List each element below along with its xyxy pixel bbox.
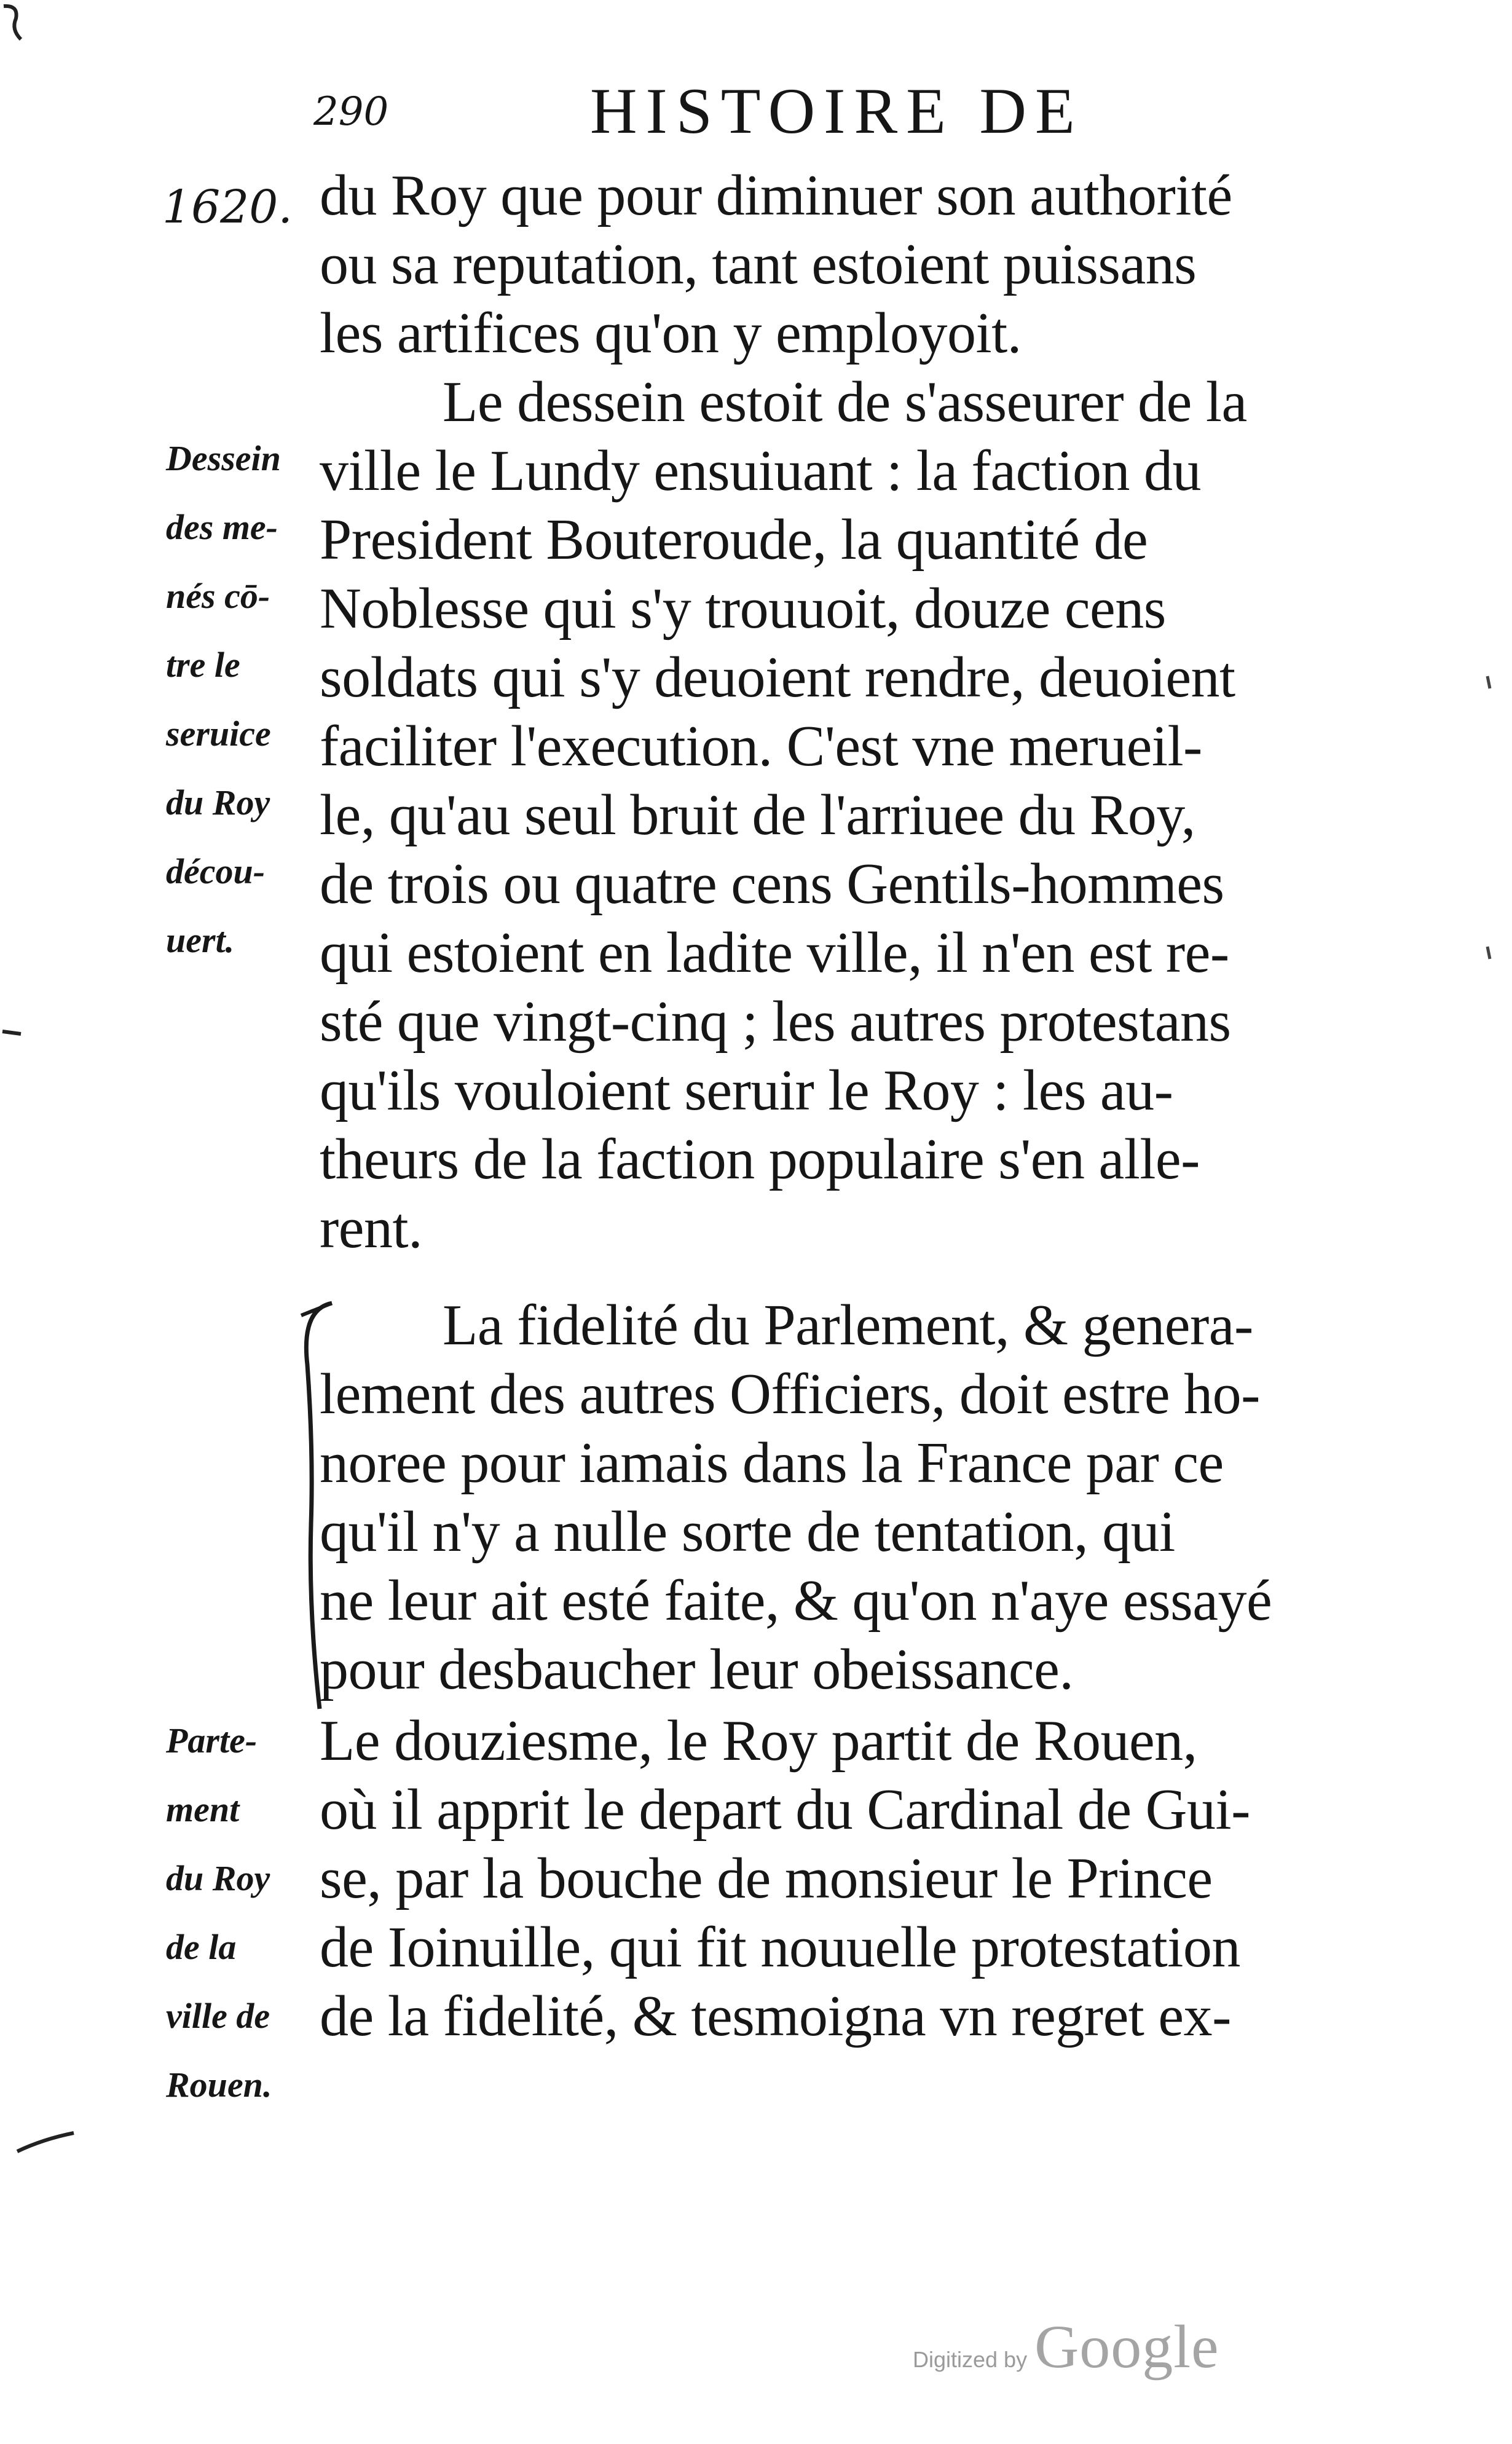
text-line: le, qu'au seul bruit de l'arriuee du Roy, xyxy=(320,783,1195,847)
left-edge-tick xyxy=(0,1020,25,1045)
margin-note-line: décou- xyxy=(166,851,266,891)
text-line: qui estoient en ladite ville, il n'en est re- xyxy=(320,921,1229,985)
text-line: lement des autres Officiers, doit estre ho- xyxy=(320,1362,1260,1426)
text-line: de trois ou quatre cens Gentils-hommes xyxy=(320,852,1224,916)
text-line: ville le Lundy ensuiuant : la faction du xyxy=(320,439,1202,503)
margin-note-line: nés cō- xyxy=(166,576,270,616)
text-line: Noblesse qui s'y trouuoit, douze cens xyxy=(320,577,1166,641)
text-line: noree pour iamais dans la France par ce xyxy=(320,1431,1224,1495)
margin-note-line: du Roy xyxy=(166,782,270,822)
text-line: theurs de la faction populaire s'en alle- xyxy=(320,1127,1200,1191)
margin-note-line: Dessein xyxy=(166,438,281,478)
text-line: où il apprit le depart du Cardinal de Gui- xyxy=(320,1778,1250,1842)
margin-note-line: des me- xyxy=(166,507,278,547)
margin-note-line: tre le xyxy=(166,645,240,685)
text-line: Le douziesme, le Roy partit de Rouen, xyxy=(320,1709,1197,1773)
text-line: qu'ils vouloient seruir le Roy : les au- xyxy=(320,1058,1173,1122)
text-line: ou sa reputation, tant estoient puissans xyxy=(320,232,1197,296)
text-line: President Bouteroude, la quantité de xyxy=(320,508,1148,572)
text-line: du Roy que pour diminuer son authorité xyxy=(320,164,1232,227)
page-number: 290 xyxy=(313,89,389,135)
digitized-by-google-watermark xyxy=(913,2311,1219,2382)
margin-note-line: Rouen. xyxy=(166,2065,272,2105)
margin-note-partement xyxy=(166,1706,320,2119)
paragraph-dessein xyxy=(320,368,1420,1263)
text-line: soldats qui s'y deuoient rendre, deuoient xyxy=(320,645,1235,709)
paragraph-partement xyxy=(320,1706,1420,2051)
text-line: de Ioinuille, qui fit nouuelle protestation xyxy=(320,1915,1240,1979)
bottom-left-mark xyxy=(12,2127,86,2164)
text-line: se, par la bouche de monsieur le Prince xyxy=(320,1847,1213,1910)
margin-note-line: seruice xyxy=(166,714,271,754)
margin-note-line: ville de xyxy=(166,1996,270,2036)
margin-year: 1620. xyxy=(162,181,293,234)
text-line: pour desbaucher leur obeissance. xyxy=(320,1638,1074,1701)
margin-note-line: ment xyxy=(166,1789,240,1829)
text-line: rent. xyxy=(320,1196,423,1260)
right-edge-ticks xyxy=(1463,664,1500,971)
text-line: Le dessein estoit de s'asseurer de la xyxy=(443,370,1247,434)
text-line: La fidelité du Parlement, & genera- xyxy=(443,1293,1253,1357)
paragraph-parlement xyxy=(320,1291,1420,1704)
text-line: les artifices qu'on y employoit. xyxy=(320,301,1022,365)
margin-note-line: uert. xyxy=(166,920,235,960)
margin-note-line: Parte- xyxy=(166,1721,258,1760)
text-line: sté que vingt-cinq ; les autres protestans xyxy=(320,990,1231,1054)
margin-note-dessein xyxy=(166,424,320,975)
margin-note-line: du Roy xyxy=(166,1858,270,1898)
top-left-edge-mark xyxy=(0,0,37,49)
text-line: faciliter l'execution. C'est vne merueil- xyxy=(320,714,1202,778)
digitized-label: Digitized by xyxy=(913,2347,1028,2372)
margin-note-line: de la xyxy=(166,1927,237,1967)
text-line: qu'il n'y a nulle sorte de tentation, qui xyxy=(320,1500,1175,1564)
paragraph-continuation xyxy=(320,161,1420,368)
running-title: HISTOIRE DE xyxy=(590,75,1084,147)
google-logo: Google xyxy=(1034,2312,1219,2381)
text-line: ne leur ait esté faite, & qu'on n'aye essayé xyxy=(320,1569,1272,1633)
text-line: de la fidelité, & tesmoigna vn regret ex- xyxy=(320,1984,1231,2048)
